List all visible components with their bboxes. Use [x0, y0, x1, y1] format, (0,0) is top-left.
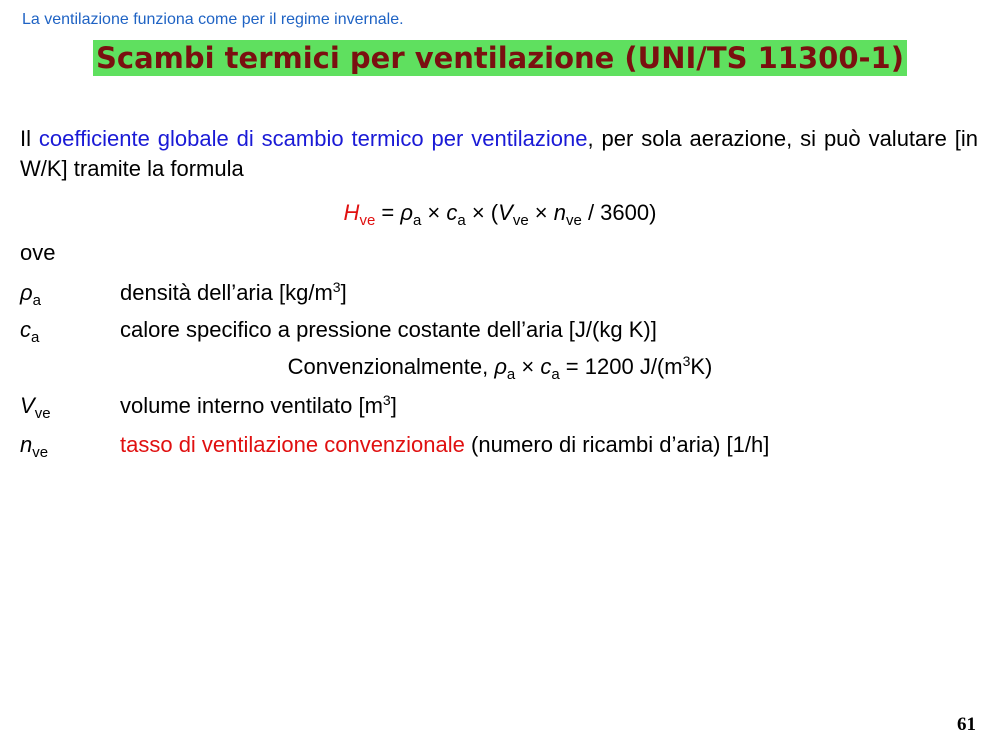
title-container — [0, 40, 1000, 76]
symbol-sub: a — [31, 329, 40, 346]
formula-times-1: × — [421, 200, 447, 225]
conv-value: = 1200 J/(m — [559, 354, 683, 379]
header-note: La ventilazione funziona come per il regime invernale. — [22, 11, 404, 28]
formula-v: V — [498, 200, 513, 225]
conv-rho-sub: a — [506, 366, 516, 383]
definition-desc: densità dell’aria [kg/m — [120, 280, 333, 305]
definition-sup: 3 — [382, 392, 391, 408]
definition-symbol — [20, 393, 110, 422]
formula-c: c — [446, 200, 458, 225]
formula-rho: ρ — [400, 200, 413, 225]
definition-text — [120, 393, 397, 419]
formula-n-sub: ve — [566, 212, 582, 229]
main-formula — [0, 200, 1000, 229]
formula-times-3: × — [528, 200, 554, 225]
conv-end: K) — [690, 354, 713, 379]
formula-c-sub: a — [457, 212, 466, 229]
symbol-sub: a — [32, 292, 41, 309]
intro-text-start: Il — [20, 126, 39, 151]
definition-desc: calore specifico a pressione costante dell’aria [J/(kg K)] — [120, 317, 657, 342]
symbol-main: n — [20, 432, 33, 457]
definition-text — [120, 280, 347, 306]
definition-sup: 3 — [332, 279, 341, 295]
conv-rho: ρ — [494, 354, 507, 379]
conv-prefix: Convenzionalmente, — [287, 354, 495, 379]
definition-desc: (numero di ricambi d’aria) [1/h] — [464, 432, 770, 457]
slide-title: Scambi termici per ventilazione (UNI/TS 11300-1) — [93, 40, 907, 76]
page-number: 61 — [957, 714, 976, 735]
ove-label: ove — [20, 240, 56, 265]
formula-h-sub: ve — [359, 212, 376, 229]
definition-symbol — [20, 432, 110, 461]
formula-n: n — [553, 200, 566, 225]
conventional-value — [0, 353, 1000, 383]
formula-eq: = — [375, 200, 401, 225]
formula-times-2: × ( — [465, 200, 499, 225]
intro-text-end: , per sola aerazione, si può valutare [in W/K] tramite la formula — [20, 126, 978, 181]
formula-tail: / 3600) — [581, 200, 657, 225]
formula-h: H — [343, 200, 360, 225]
symbol-sub: ve — [34, 405, 51, 422]
conv-c-sub: a — [551, 366, 560, 383]
definition-desc: volume interno ventilato [m — [120, 393, 383, 418]
conv-c: c — [540, 354, 552, 379]
definition-desc-highlight: tasso di ventilazione convenzionale — [120, 432, 465, 457]
symbol-main: V — [20, 393, 35, 418]
symbol-main: c — [20, 317, 31, 342]
formula-rho-sub: a — [412, 212, 422, 229]
definition-desc-end: ] — [390, 393, 397, 418]
definition-symbol — [20, 280, 110, 309]
symbol-main: ρ — [20, 280, 33, 305]
intro-highlight: coefficiente globale di scambio termico per ventilazione — [38, 126, 588, 151]
definition-text — [120, 432, 769, 458]
definition-symbol — [20, 317, 110, 346]
formula-v-sub: ve — [512, 212, 529, 229]
intro-paragraph — [20, 124, 978, 184]
symbol-sub: ve — [32, 444, 49, 461]
definition-desc-end: ] — [340, 280, 347, 305]
conv-sup: 3 — [682, 353, 691, 369]
definition-text — [120, 317, 657, 343]
conv-times: × — [515, 354, 541, 379]
